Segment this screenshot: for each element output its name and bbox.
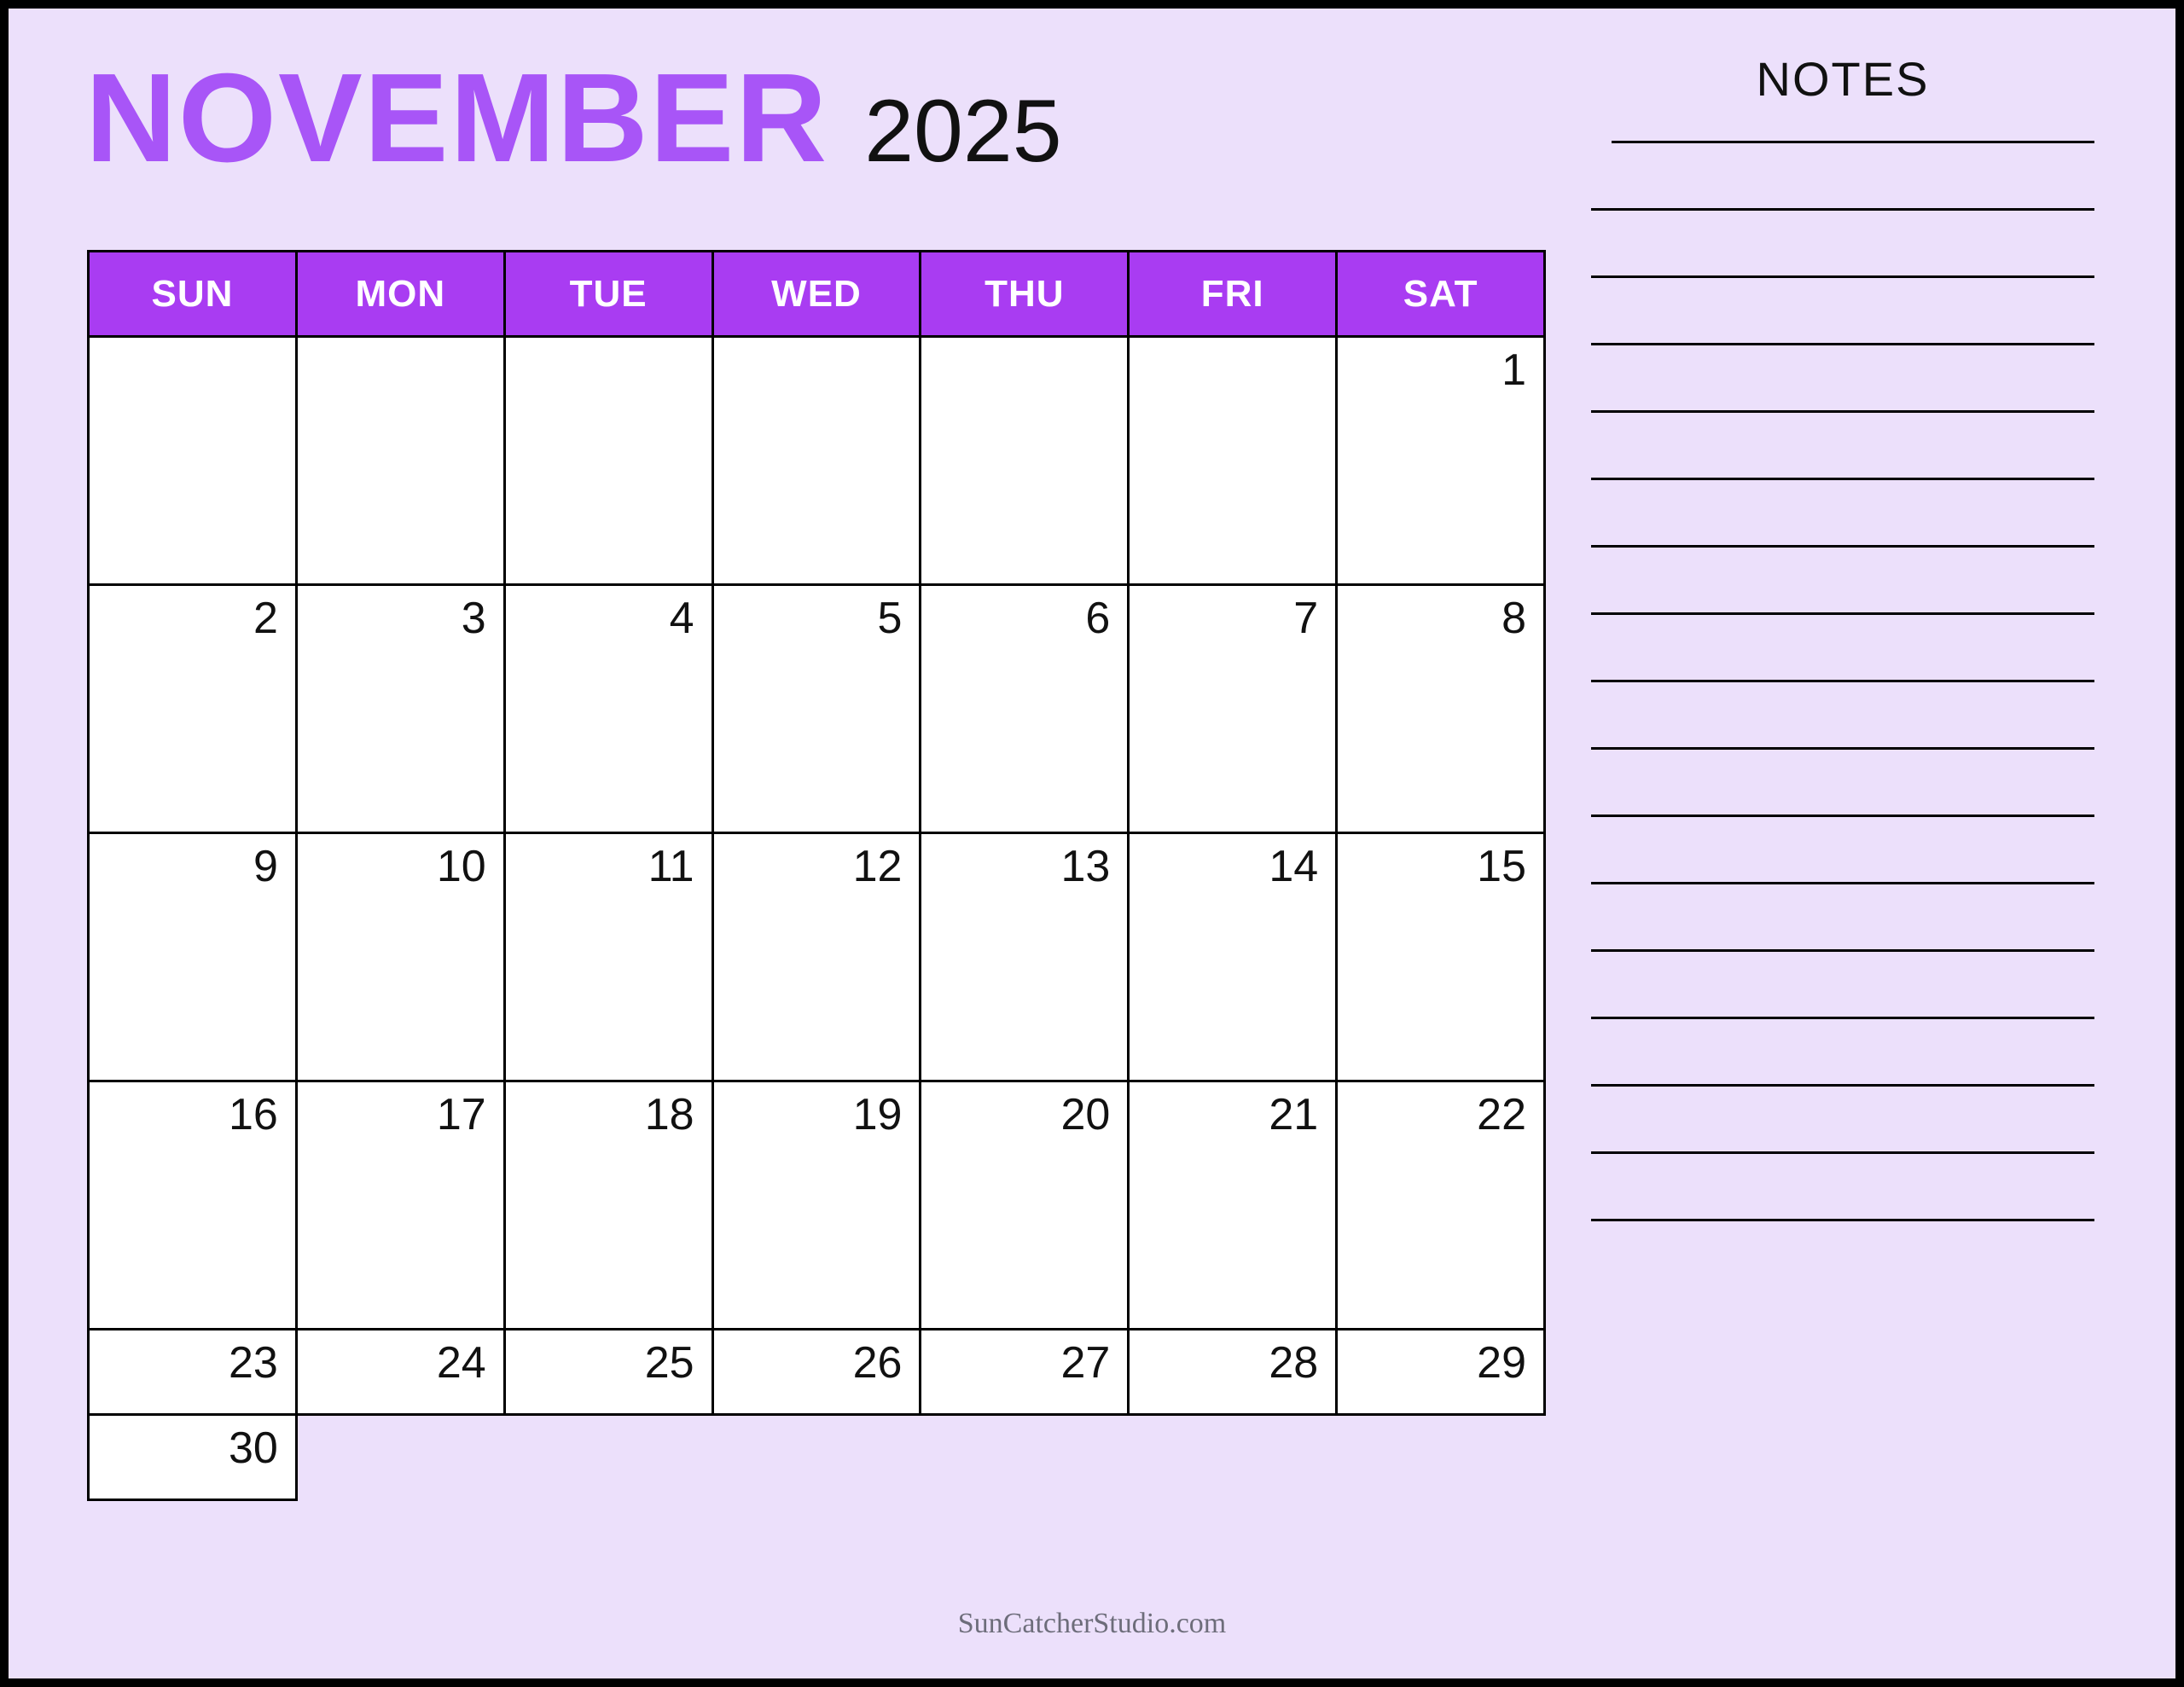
weekday-header-sun: SUN — [90, 252, 298, 338]
notes-lines[interactable] — [1591, 141, 2094, 1286]
day-cell[interactable] — [714, 1416, 922, 1501]
day-number: 5 — [877, 594, 903, 643]
day-number: 7 — [1293, 594, 1319, 643]
day-cell[interactable] — [921, 1416, 1130, 1501]
day-number: 14 — [1269, 842, 1319, 891]
calendar-week-row — [90, 338, 1546, 586]
day-number: 19 — [852, 1090, 903, 1139]
day-number: 24 — [436, 1338, 486, 1388]
day-cell[interactable] — [1130, 1330, 1338, 1416]
note-line[interactable] — [1591, 1219, 2094, 1221]
note-line[interactable] — [1591, 208, 2094, 211]
day-number: 15 — [1477, 842, 1527, 891]
day-number: 27 — [1060, 1338, 1111, 1388]
day-cell[interactable] — [298, 586, 506, 834]
day-number: 16 — [229, 1090, 278, 1139]
day-number: 23 — [229, 1338, 278, 1388]
weekday-header-thu: THU — [921, 252, 1130, 338]
day-cell[interactable] — [921, 338, 1130, 586]
day-number: 13 — [1060, 842, 1111, 891]
day-number: 6 — [1085, 594, 1111, 643]
day-cell[interactable] — [506, 1082, 714, 1330]
day-number: 29 — [1477, 1338, 1527, 1388]
weekday-header-wed: WED — [714, 252, 922, 338]
day-cell[interactable] — [921, 834, 1130, 1082]
day-number: 12 — [852, 842, 903, 891]
day-cell[interactable] — [1338, 1330, 1546, 1416]
weekday-header-sat: SAT — [1338, 252, 1546, 338]
calendar-week-row — [90, 1082, 1546, 1330]
day-cell[interactable] — [1338, 1082, 1546, 1330]
day-cell[interactable] — [1130, 1082, 1338, 1330]
day-cell[interactable] — [714, 1330, 922, 1416]
day-number: 10 — [436, 842, 486, 891]
note-line[interactable] — [1591, 747, 2094, 750]
note-line[interactable] — [1591, 1017, 2094, 1019]
note-line[interactable] — [1591, 343, 2094, 345]
day-cell[interactable] — [1130, 586, 1338, 834]
weekday-header-row — [90, 252, 1546, 338]
day-cell[interactable] — [90, 586, 298, 834]
day-number: 28 — [1269, 1338, 1319, 1388]
day-number: 26 — [852, 1338, 903, 1388]
day-cell[interactable] — [714, 834, 922, 1082]
note-line[interactable] — [1591, 478, 2094, 480]
calendar-week-row — [90, 586, 1546, 834]
day-number: 9 — [253, 842, 278, 891]
day-number: 2 — [253, 594, 278, 643]
day-cell[interactable] — [90, 338, 298, 586]
day-cell[interactable] — [506, 1416, 714, 1501]
day-cell[interactable] — [298, 834, 506, 1082]
day-cell[interactable] — [921, 1330, 1130, 1416]
day-number: 3 — [461, 594, 486, 643]
day-number: 11 — [648, 842, 694, 891]
day-cell[interactable] — [1338, 338, 1546, 586]
note-line[interactable] — [1591, 410, 2094, 413]
weekday-header-tue: TUE — [506, 252, 714, 338]
calendar-week-row — [90, 1330, 1546, 1416]
day-number: 30 — [229, 1423, 278, 1473]
day-number: 22 — [1477, 1090, 1527, 1139]
note-line[interactable] — [1591, 545, 2094, 548]
day-cell[interactable] — [506, 834, 714, 1082]
footer-credit: SunCatcherStudio.com — [957, 1608, 1227, 1639]
day-cell[interactable] — [90, 1330, 298, 1416]
day-cell[interactable] — [298, 1416, 506, 1501]
day-cell[interactable] — [90, 834, 298, 1082]
day-number: 4 — [669, 594, 694, 643]
day-number: 1 — [1502, 345, 1527, 395]
calendar-grid — [87, 250, 1546, 1501]
day-cell[interactable] — [298, 1082, 506, 1330]
day-cell[interactable] — [298, 1330, 506, 1416]
day-cell[interactable] — [921, 1082, 1130, 1330]
day-cell[interactable] — [921, 586, 1130, 834]
day-number: 25 — [644, 1338, 694, 1388]
day-cell[interactable] — [506, 586, 714, 834]
calendar-week-row — [90, 1416, 1546, 1501]
day-cell[interactable] — [1130, 1416, 1338, 1501]
day-number: 17 — [436, 1090, 486, 1139]
note-line[interactable] — [1591, 882, 2094, 884]
day-cell[interactable] — [1338, 586, 1546, 834]
weekday-header-fri: FRI — [1130, 252, 1338, 338]
day-cell[interactable] — [506, 338, 714, 586]
day-cell[interactable] — [506, 1330, 714, 1416]
calendar-week-row — [90, 834, 1546, 1082]
note-line[interactable] — [1591, 275, 2094, 278]
year-title: 2025 — [864, 82, 1062, 181]
day-cell[interactable] — [90, 1416, 298, 1501]
note-line[interactable] — [1612, 141, 2094, 143]
month-title: NOVEMBER — [85, 48, 829, 188]
note-line[interactable] — [1591, 612, 2094, 615]
day-cell[interactable] — [1338, 834, 1546, 1082]
note-line[interactable] — [1591, 1151, 2094, 1154]
day-cell[interactable] — [714, 1082, 922, 1330]
calendar-header — [85, 48, 1553, 200]
note-line[interactable] — [1591, 680, 2094, 682]
day-number: 21 — [1269, 1090, 1319, 1139]
day-cell[interactable] — [714, 338, 922, 586]
day-cell[interactable] — [1338, 1416, 1546, 1501]
day-cell[interactable] — [1130, 338, 1338, 586]
notes-panel — [1591, 51, 2094, 1595]
day-cell[interactable] — [714, 586, 922, 834]
note-line[interactable] — [1591, 815, 2094, 817]
day-cell[interactable] — [1130, 834, 1338, 1082]
calendar-page — [9, 9, 2175, 1678]
day-number: 20 — [1060, 1090, 1111, 1139]
day-number: 18 — [644, 1090, 694, 1139]
day-cell[interactable] — [298, 338, 506, 586]
notes-title: NOTES — [1756, 52, 1930, 106]
day-cell[interactable] — [90, 1082, 298, 1330]
note-line[interactable] — [1591, 1084, 2094, 1087]
day-number: 8 — [1502, 594, 1527, 643]
weekday-header-mon: MON — [298, 252, 506, 338]
note-line[interactable] — [1591, 949, 2094, 952]
